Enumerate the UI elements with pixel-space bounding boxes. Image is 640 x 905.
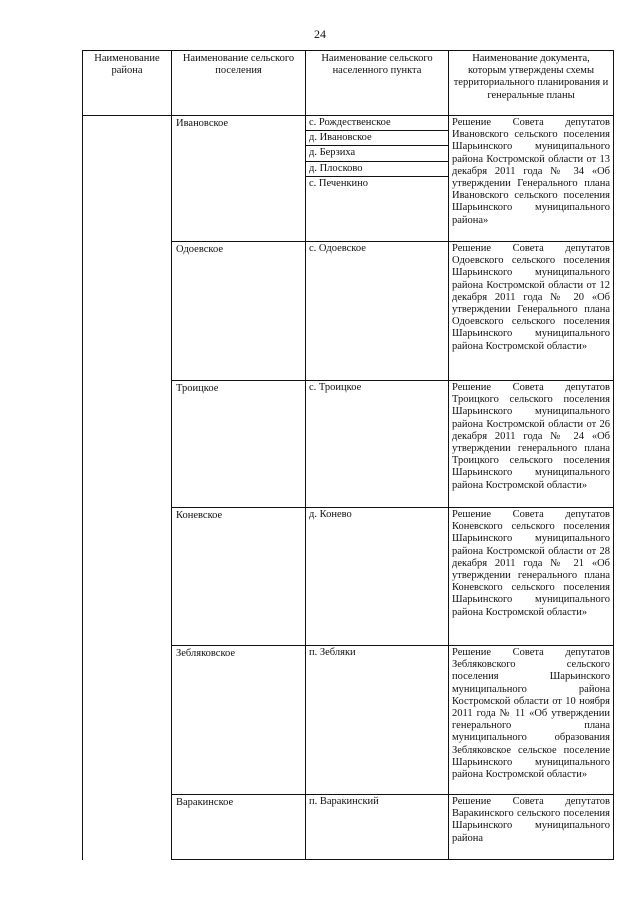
locality-item: с. Печенкино [309,177,369,189]
table-header-row [83,51,614,116]
locality-item: с. Троицкое [309,382,362,393]
locality-item: д. Плосково [306,162,448,177]
locality-item: с. Рождественское [306,116,448,131]
header-settlement: Наименование сельского поселения [172,51,306,116]
document-cell: Решение Совета депутатов Варакинского сельского поселения Шарьинского муниципального района [449,795,614,860]
settlement-cell: Варакинское [172,795,306,860]
locality-item: с. Одоевское [309,243,366,254]
plans-table [82,50,614,860]
locality-cell [306,795,449,860]
header-locality: Наименование сельского населенного пункта [306,51,449,116]
settlement-cell: Одоевское [172,242,306,381]
table-row [83,116,614,242]
district-cell [83,116,172,860]
settlement-cell: Коневское [172,508,306,646]
settlement-cell: Троицкое [172,381,306,508]
locality-cell [306,242,449,381]
settlement-cell: Зебляковское [172,646,306,795]
document-cell: Решение Совета депутатов Коневского сельского поселения Шарьинского муниципального района Костромской области от 28 декабря 2011 года № 21 «Об утверждении генерального плана Коневского сельского поселения Шарьинского муниципального района Костромской области» [449,508,614,646]
locality-item: п. Варакинский [309,796,379,807]
document-cell: Решение Совета депутатов Ивановского сельского поселения Шарьинского муниципального района Костромской области от 13 декабря 2011 года № 34 «Об утверждении Генерального плана Ивановского сельского поселения Шарьинского муниципального района» [449,116,614,242]
locality-item: п. Зебляки [309,647,356,658]
document-cell: Решение Совета депутатов Троицкого сельского поселения Шарьинского муниципального района Костромской области от 26 декабря 2011 года № 24 «Об утверждении генерального плана Троицкого сельского поселения Шарьинского муниципального района Костромской области» [449,381,614,508]
locality-cell [306,381,449,508]
settlement-cell: Ивановское [172,116,306,242]
document-cell: Решение Совета депутатов Зебляковского сельского поселения Шарьинского муниципального района Костромской области от 10 ноября 2011 года № 11 «Об утверждении генерального плана муниципального образования Зебляковское сельское поселение Шарьинского муниципального района Костромской области» [449,646,614,795]
header-district: Наименование района [83,51,172,116]
locality-item: д. Берзиха [306,146,448,161]
locality-cell [306,508,449,646]
locality-item: д. Ивановское [306,131,448,146]
header-document: Наименование документа, которым утверждены схемы территориального планирования и генеральные планы [449,51,614,116]
document-cell: Решение Совета депутатов Одоевского сельского поселения Шарьинского муниципального района Костромской области от 12 декабря 2011 года № 20 «Об утверждении Генерального плана Одоевского сельского поселения Шарьинского муниципального района Костромской области» [449,242,614,381]
locality-cell [306,646,449,795]
locality-cell [306,116,449,242]
page-number: 24 [314,27,326,41]
locality-item: д. Конево [309,509,352,520]
